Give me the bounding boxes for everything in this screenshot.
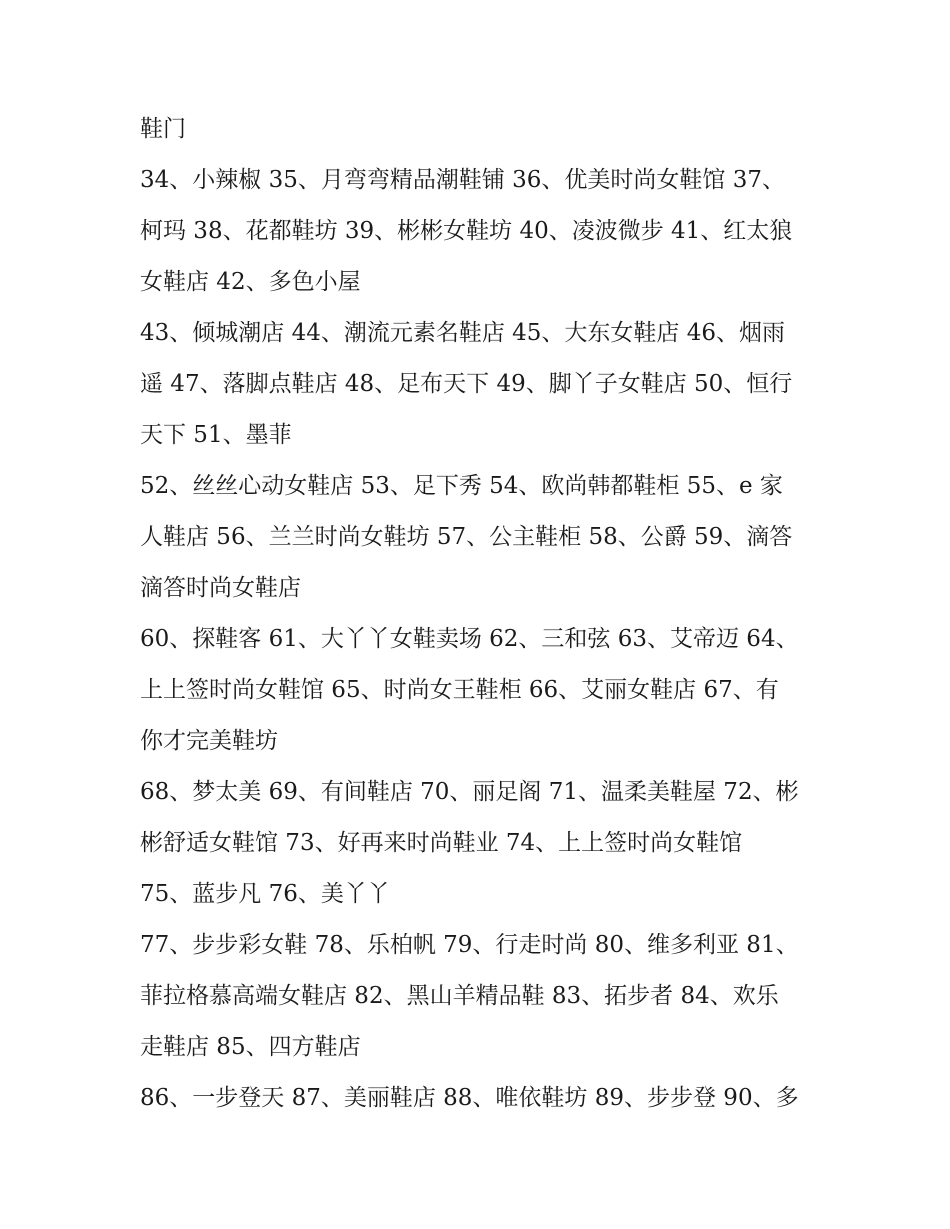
document-text-block <box>140 104 820 1124</box>
text-line: 天下 51、墨菲 <box>140 422 292 448</box>
text-line: 上上签时尚女鞋馆 65、时尚女王鞋柜 66、艾丽女鞋店 67、有 <box>140 677 779 703</box>
text-line: 走鞋店 85、四方鞋店 <box>140 1034 361 1060</box>
text-line: 人鞋店 56、兰兰时尚女鞋坊 57、公主鞋柜 58、公爵 59、滴答 <box>140 524 793 550</box>
text-line: 柯玛 38、花都鞋坊 39、彬彬女鞋坊 40、凌波微步 41、红太狼 <box>140 218 793 244</box>
text-line: 77、步步彩女鞋 78、乐柏帆 79、行走时尚 80、维多利亚 81、 <box>140 932 799 958</box>
text-line: 43、倾城潮店 44、潮流元素名鞋店 45、大东女鞋店 46、烟雨 <box>140 320 785 346</box>
text-line: 52、丝丝心动女鞋店 53、足下秀 54、欧尚韩都鞋柜 55、e 家 <box>140 473 783 499</box>
text-line: 75、蓝步凡 76、美丫丫 <box>140 881 390 907</box>
text-line: 34、小辣椒 35、月弯弯精品潮鞋铺 36、优美时尚女鞋馆 37、 <box>140 167 785 193</box>
text-line: 鞋门 <box>140 116 186 142</box>
text-line: 遥 47、落脚点鞋店 48、足布天下 49、脚丫子女鞋店 50、恒行 <box>140 371 793 397</box>
text-line: 女鞋店 42、多色小屋 <box>140 269 361 295</box>
text-line: 滴答时尚女鞋店 <box>140 575 301 601</box>
text-line: 彬舒适女鞋馆 73、好再来时尚鞋业 74、上上签时尚女鞋馆 <box>140 830 743 856</box>
text-line: 86、一步登天 87、美丽鞋店 88、唯依鞋坊 89、步步登 90、多 <box>140 1085 799 1111</box>
text-line: 你才完美鞋坊 <box>140 728 278 754</box>
text-line: 菲拉格慕高端女鞋店 82、黑山羊精品鞋 83、拓步者 84、欢乐 <box>140 983 779 1009</box>
text-line: 68、梦太美 69、有间鞋店 70、丽足阁 71、温柔美鞋屋 72、彬 <box>140 779 799 805</box>
text-line: 60、探鞋客 61、大丫丫女鞋卖场 62、三和弦 63、艾帝迈 64、 <box>140 626 799 652</box>
